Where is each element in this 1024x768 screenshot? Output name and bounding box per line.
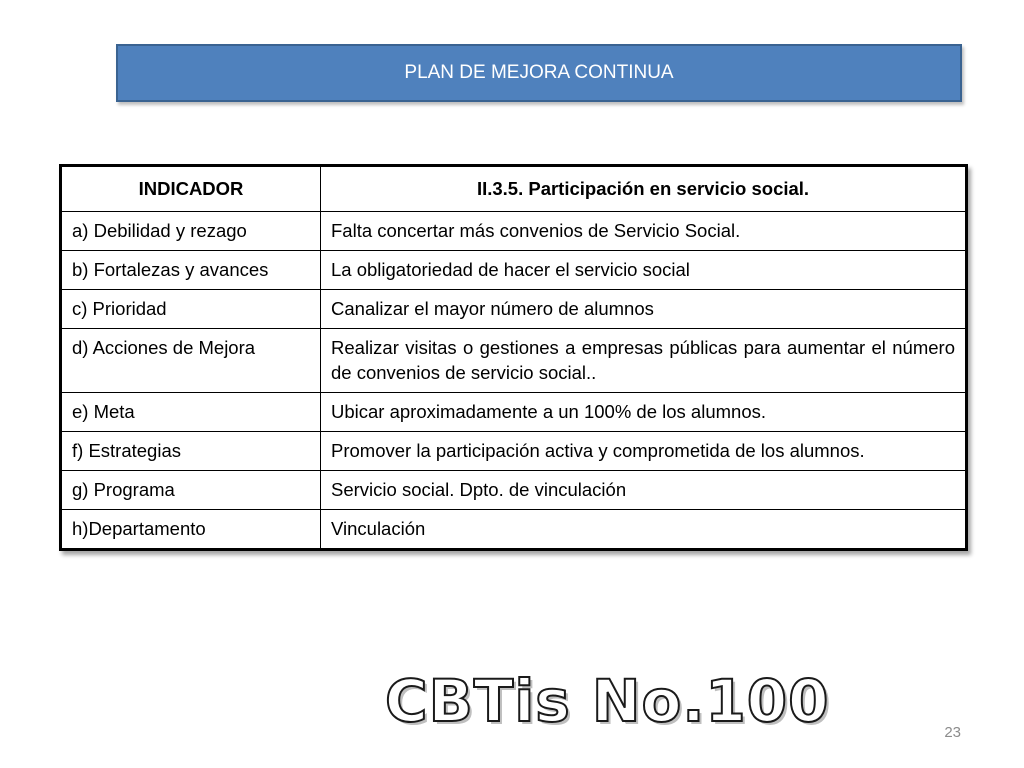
row-value: Ubicar aproximadamente a un 100% de los alumnos.	[321, 393, 967, 432]
table-row	[61, 471, 967, 510]
table-row	[61, 289, 967, 328]
row-label: f) Estrategias	[61, 432, 321, 471]
row-label: d) Acciones de Mejora	[61, 328, 321, 393]
row-value: Servicio social. Dpto. de vinculación	[321, 471, 967, 510]
row-value: Vinculación	[321, 510, 967, 550]
table-row	[61, 250, 967, 289]
row-value: Promover la participación activa y comprometida de los alumnos.	[321, 432, 967, 471]
row-label: g) Programa	[61, 471, 321, 510]
row-value: Realizar visitas o gestiones a empresas públicas para aumentar el número de convenios de servicio social..	[321, 328, 967, 393]
row-value: Canalizar el mayor número de alumnos	[321, 289, 967, 328]
row-label: b) Fortalezas y avances	[61, 250, 321, 289]
row-value: Falta concertar más convenios de Servicio Social.	[321, 211, 967, 250]
page-title: PLAN DE MEJORA CONTINUA	[404, 62, 674, 83]
row-label: h)Departamento	[61, 510, 321, 550]
column-header-indicator-title: II.3.5. Participación en servicio social.	[321, 166, 967, 212]
row-label: c) Prioridad	[61, 289, 321, 328]
table-row	[61, 393, 967, 432]
row-label: a) Debilidad y rezago	[61, 211, 321, 250]
table-row	[61, 211, 967, 250]
table-row	[61, 432, 967, 471]
school-logo-text: CBTis No.100	[385, 667, 830, 735]
row-value: La obligatoriedad de hacer el servicio social	[321, 250, 967, 289]
plan-table	[59, 164, 968, 551]
table-row	[61, 328, 967, 393]
table-header-row	[61, 166, 967, 212]
table-row	[61, 510, 967, 550]
title-banner	[116, 44, 962, 102]
page-number: 23	[944, 724, 961, 741]
row-label: e) Meta	[61, 393, 321, 432]
column-header-indicador: INDICADOR	[61, 166, 321, 212]
